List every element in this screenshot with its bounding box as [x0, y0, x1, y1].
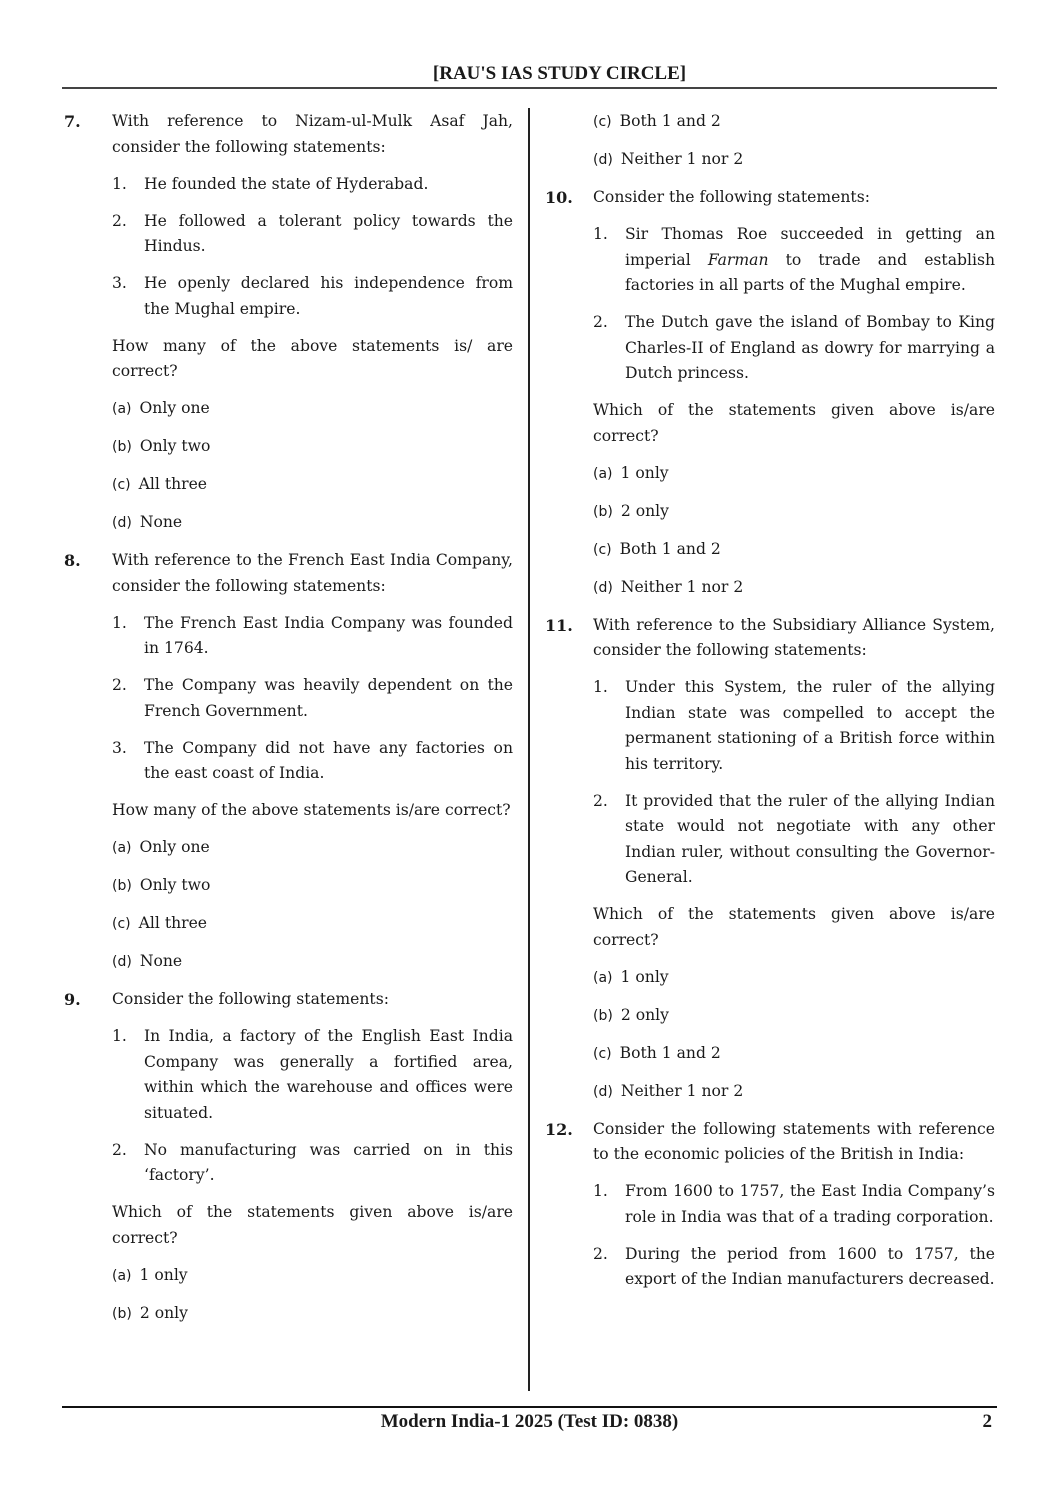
- statement-number: 2.: [593, 791, 608, 810]
- option-letter: (a): [593, 465, 613, 482]
- statement: [112, 611, 513, 662]
- statement-number: 2.: [112, 211, 127, 230]
- statement-text: No manufacturing was carried on in this ‘factory’.: [144, 1140, 513, 1184]
- statement-number: 1.: [593, 225, 608, 243]
- statement-number: 1.: [112, 613, 127, 632]
- option-text: Only two: [139, 437, 211, 455]
- right-column: [543, 109, 995, 1304]
- statement: [112, 736, 513, 787]
- option-letter: (b): [112, 439, 132, 455]
- statement-text: The Company did not have any factories on the east coast of India.: [144, 738, 513, 782]
- statement: [112, 209, 513, 260]
- question-prompt: Which of the statements given above is/are correct?: [112, 1203, 513, 1247]
- question-stem: With reference to Nizam-ul-Mulk Asaf Jah, consider the following statements:: [112, 112, 513, 156]
- option: [112, 911, 513, 938]
- option: [593, 1003, 995, 1030]
- option-letter: (a): [593, 969, 613, 986]
- statement-number: 2.: [112, 1140, 127, 1159]
- statement-text: The French East India Company was founded in 1764.: [144, 613, 513, 657]
- option-text: Only one: [139, 838, 210, 856]
- option-text: 2 only: [620, 1005, 669, 1024]
- option: [593, 461, 995, 488]
- left-column: [62, 109, 513, 1339]
- option: [593, 575, 995, 602]
- statement-number: 2.: [593, 1244, 608, 1263]
- statement-text: The Company was heavily dependent on the French Government.: [144, 676, 513, 720]
- statement: [112, 271, 513, 322]
- statement: [593, 789, 995, 891]
- option: [112, 873, 513, 900]
- option-letter: (a): [112, 1267, 132, 1284]
- option-letter: (d): [112, 954, 132, 970]
- statement: [593, 1242, 995, 1293]
- question-number: 7.: [64, 112, 81, 131]
- option-letter: (b): [112, 1305, 132, 1322]
- question-10: [543, 185, 995, 601]
- question-prompt: How many of the above statements is/ are correct?: [112, 336, 513, 380]
- option: [593, 1041, 995, 1068]
- option-text: 1 only: [139, 1265, 188, 1284]
- question-stem: Consider the following statements with reference to the economic policies of the British in India:: [593, 1119, 995, 1163]
- statement-text: He followed a tolerant policy towards the Hindus.: [144, 211, 513, 255]
- question-8: [62, 548, 513, 976]
- statement: [593, 222, 995, 299]
- option-letter: (b): [112, 878, 132, 894]
- question-9-continued: [543, 109, 995, 174]
- option-text: All three: [138, 914, 208, 932]
- question-number: 11.: [545, 615, 573, 635]
- statement-emphasis: Farman: [707, 250, 769, 269]
- question-number: 10.: [545, 188, 573, 207]
- question-stem: Consider the following statements:: [112, 990, 389, 1008]
- option: [593, 109, 995, 136]
- option-text: Neither 1 nor 2: [620, 577, 744, 596]
- option-text: All three: [138, 475, 208, 493]
- option-text: 2 only: [139, 1303, 188, 1322]
- option-text: Neither 1 nor 2: [620, 1081, 744, 1100]
- statement-number: 1.: [112, 174, 127, 193]
- footer-title: Modern India-1 2025 (Test ID: 0838): [380, 1411, 679, 1432]
- option-text: None: [139, 513, 183, 531]
- header-rule: [62, 87, 997, 89]
- question-prompt: How many of the above statements is/are correct?: [112, 801, 511, 819]
- question-9: [62, 987, 513, 1327]
- question-prompt: Which of the statements given above is/are correct?: [593, 401, 995, 445]
- option-letter: (c): [112, 477, 131, 493]
- question-12: [543, 1117, 995, 1293]
- option: [112, 396, 513, 423]
- question-stem: Consider the following statements:: [593, 188, 870, 206]
- statement-text: From 1600 to 1757, the East India Company’s role in India was that of a trading corporation.: [625, 1182, 995, 1226]
- page-header: [RAU'S IAS STUDY CIRCLE]: [432, 63, 687, 84]
- option-letter: (c): [593, 1045, 612, 1062]
- footer-rule: [62, 1406, 997, 1408]
- option: [112, 949, 513, 976]
- option-letter: (c): [112, 916, 131, 932]
- statement-text: It provided that the ruler of the allying Indian state would not negotiate with any other Indian ruler, without consulting the Governor-General.: [625, 791, 995, 886]
- option-text: 2 only: [620, 501, 669, 520]
- statement-text: Under this System, the ruler of the allying Indian state was compelled to accept the permanent stationing of a British force within his territory.: [625, 678, 995, 773]
- statement-text-cont: to trade and establish factories in all parts of the Mughal empire.: [625, 250, 995, 294]
- page-number: 2: [982, 1411, 992, 1432]
- statement: [593, 1179, 995, 1230]
- option: [593, 1079, 995, 1106]
- option: [112, 835, 513, 862]
- question-number: 8.: [64, 551, 81, 570]
- statement-number: 2.: [112, 676, 127, 694]
- option-letter: (d): [593, 152, 613, 168]
- option-text: Neither 1 nor 2: [620, 150, 744, 168]
- option: [112, 472, 513, 499]
- option: [593, 965, 995, 992]
- option-letter: (b): [593, 1007, 613, 1024]
- option-letter: (a): [112, 840, 132, 856]
- statement-text: The Dutch gave the island of Bombay to King Charles-II of England as dowry for marrying a Dutch princess.: [625, 313, 995, 382]
- option-text: Both 1 and 2: [619, 112, 721, 130]
- statement: [593, 310, 995, 387]
- option: [593, 537, 995, 564]
- statement: [112, 172, 513, 198]
- question-stem: With reference to the Subsidiary Alliance System, consider the following statements:: [593, 615, 995, 659]
- statement-text: Sir Thomas Roe succeeded in getting an imperial: [625, 225, 995, 269]
- statement-number: 2.: [593, 313, 608, 331]
- statement-text: He founded the state of Hyderabad.: [144, 174, 429, 193]
- option-letter: (d): [593, 579, 613, 596]
- option-letter: (c): [593, 114, 612, 130]
- statement: [112, 673, 513, 724]
- option-letter: (b): [593, 503, 613, 520]
- question-prompt: Which of the statements given above is/are correct?: [593, 905, 995, 949]
- question-11: [543, 613, 995, 1106]
- option-text: None: [139, 952, 183, 970]
- statement-text: He openly declared his independence from the Mughal empire.: [144, 274, 513, 318]
- statement-number: 1.: [112, 1027, 127, 1045]
- option-letter: (a): [112, 401, 132, 417]
- question-stem: With reference to the French East India Company, consider the following statements:: [112, 551, 513, 595]
- option-text: 1 only: [620, 967, 669, 986]
- option-letter: (c): [593, 541, 612, 558]
- column-divider: [528, 108, 530, 1391]
- option-text: 1 only: [620, 463, 669, 482]
- question-number: 9.: [64, 990, 81, 1009]
- option-text: Both 1 and 2: [619, 539, 721, 558]
- option-letter: (d): [112, 515, 132, 531]
- statement-text: In India, a factory of the English East India Company was generally a fortified area, within which the warehouse and offices were situated.: [144, 1027, 513, 1122]
- question-7: [62, 109, 513, 537]
- statement: [112, 1024, 513, 1126]
- option: [112, 510, 513, 537]
- question-number: 12.: [545, 1119, 573, 1139]
- option: [112, 434, 513, 461]
- option-text: Only two: [139, 876, 211, 894]
- option: [593, 499, 995, 526]
- statement-text: During the period from 1600 to 1757, the export of the Indian manufacturers decreased.: [625, 1244, 995, 1288]
- statement-number: 3.: [112, 738, 127, 757]
- statement-number: 1.: [593, 678, 608, 696]
- option: [112, 1301, 513, 1328]
- option-text: Only one: [139, 399, 210, 417]
- statement-number: 1.: [593, 1182, 608, 1200]
- option: [593, 147, 995, 174]
- statement-number: 3.: [112, 274, 127, 292]
- option: [112, 1263, 513, 1290]
- option-text: Both 1 and 2: [619, 1043, 721, 1062]
- statement: [112, 1138, 513, 1189]
- option-letter: (d): [593, 1083, 613, 1100]
- statement: [593, 675, 995, 777]
